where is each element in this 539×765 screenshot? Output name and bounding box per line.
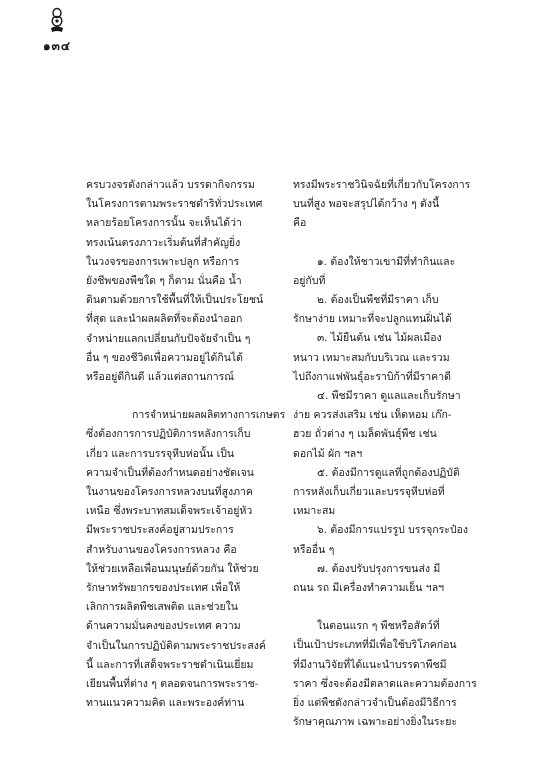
text-line: จำเป็นในการปฏิบัติตามพระราชประสงค์ [86, 639, 266, 652]
text-line: ให้ช่วยเหลือเพื่อนมนุษย์ด้วยกัน ให้ช่วย [86, 562, 259, 575]
list-item [293, 521, 468, 559]
left-column [86, 176, 286, 713]
text-line: อื่น ๆ ของชีวิตเพื่อความอยู่ได้กินได้ [86, 351, 243, 364]
text-line: เป็นเป้าประเภทที่มีเพื่อใช้บริโภคก่อน [293, 639, 457, 652]
text-line: จำหน่ายแลกเปลี่ยนกับปัจจัยจำเป็น ๆ [86, 332, 251, 345]
intro-paragraph [293, 176, 471, 234]
text-line: สำหรับงานของโครงการหลวง คือ [86, 543, 237, 556]
text-line: เยียนพื้นที่ต่าง ๆ ตลอดจนการพระราช- [86, 678, 259, 691]
text-line: อยู่กับที่ [293, 274, 326, 287]
text-line: ในงานของโครงการหลวงบนที่สูงภาค [86, 486, 253, 499]
text-line: รักษาง่าย เหมาะที่จะปลูกแทนฝิ่นได้ [293, 313, 452, 326]
list-item [293, 560, 465, 598]
text-line: ง่าย ควรส่งเสริม เช่น เห็ดหอม เก๊ก- [293, 409, 452, 422]
paragraph [86, 406, 286, 713]
text-line: บนที่สูง พอจะสรุปได้กว้าง ๆ ดังนี้ [293, 198, 440, 211]
text-line: หลายร้อยโครงการนั้น จะเห็นได้ว่า [86, 217, 242, 230]
text-line: ในโครงการตามพระราชดำริทั่วประเทศ [86, 198, 263, 211]
text-line: รักษาทรัพยากรของประเทศ เพื่อให้ [86, 582, 241, 595]
text-line: มีพระราชประสงค์อยู่สามประการ [86, 524, 234, 537]
text-line: หรืออื่น ๆ [293, 543, 335, 556]
text-line: ที่สุด และนำผลผลิตที่จะต้องนำออก [86, 313, 243, 326]
text-line: ๔. พืชมีราคา ดูแลและเก็บรักษา [317, 390, 461, 403]
text-line: ครบวงจรดังกล่าวแล้ว บรรดากิจกรรม [86, 179, 255, 191]
text-line: ฮวย ถั่วต่าง ๆ เมล็ดพันธุ์พืช เช่น [293, 428, 437, 441]
text-line: ด้านความมั่นคงของประเทศ ความ [86, 620, 241, 633]
text-line: ทรงมีพระราชวินิจฉัยที่เกี่ยวกับโครงการ [293, 179, 471, 191]
text-line: ๓. ไม้ยืนต้น เช่น ไม้ผลเมือง [317, 332, 442, 345]
text-line: ซึ่งต้องการการปฏิบัติการหลังการเก็บ [86, 428, 251, 441]
text-line: ทรงเน้นตรงภาวะเริ่มต้นที่สำคัญยิ่ง [86, 236, 241, 249]
text-line: ในวงจรของการเพาะปลูก หรือการ [86, 255, 240, 268]
text-line: ๕. ต้องมีการดูแลที่ถูกต้องปฏิบัติ [317, 466, 460, 479]
text-line: การจำหน่ายผลผลิตทางการเกษตร [132, 409, 286, 422]
text-line: ๑. ต้องให้ชาวเขามีที่ทำกินและ [317, 255, 456, 268]
text-line: ยังชีพของพืชใด ๆ ก็ตาม นั่นคือ น้ำ [86, 275, 242, 288]
numbered-list [293, 253, 468, 599]
text-line: ดินตามด้วยการใช้พื้นที่ให้เป็นประโยชน์ [86, 294, 264, 307]
text-line: ที่มีงานวิจัยที่ได้แนะนำบรรดาพืชมี [293, 658, 447, 671]
text-line: ดอกไม้ ผัก ฯลฯ [293, 447, 363, 460]
paragraph [86, 176, 264, 387]
text-line: เกี่ยว และการบรรจุหีบห่อนั้น เป็น [86, 447, 235, 460]
right-column [293, 176, 477, 732]
text-line: นี้ และการที่เสด็จพระราชดำเนินเยี่ยม [86, 658, 254, 671]
text-line: เลิกการผลิตพืชเสพติด และช่วยใน [86, 601, 238, 614]
emblem-icon [45, 8, 69, 34]
text-line: หรืออยู่ดีกินดี แล้วแต่สถานการณ์ [86, 371, 234, 384]
text-line: ๗. ต้องปรับปรุงการขนส่ง มี [317, 562, 441, 575]
text-line: ราคา ซึ่งจะต้องมีตลาดและความต้องการ [293, 677, 477, 690]
text-line: ความจำเป็นที่ต้องกำหนดอย่างชัดเจน [86, 466, 254, 479]
list-item [293, 329, 465, 387]
text-line: การหลังเก็บเกี่ยวและบรรจุหีบห่อที่ [293, 486, 445, 499]
text-line: หนาว เหมาะสมกับบริเวณ และรวม [293, 351, 450, 364]
list-item [293, 387, 465, 464]
text-line: ในตอนแรก ๆ พืชหรือสัตว์ที่ [317, 620, 440, 633]
text-line: รักษาคุณภาพ เฉพาะอย่างยิ่งในระยะ [293, 716, 457, 729]
text-line: ถนน รถ มีเครื่องทำความเย็น ฯลฯ [293, 582, 445, 595]
list-item [293, 291, 465, 329]
list-item [293, 464, 465, 522]
text-line: ไปถึงกาแฟพันธุ์อะราบิก้าที่มีราคาดี [293, 370, 451, 383]
text-line: ยิ่ง แต่พืชดังกล่าวจำเป็นต้องมีวิธีการ [293, 697, 457, 710]
closing-paragraph [293, 617, 477, 732]
page-number: ๑๓๔ [43, 39, 71, 53]
list-item [293, 253, 465, 291]
text-line: คือ [293, 217, 307, 230]
text-line: เหนือ ซึ่งพระบาทสมเด็จพระเจ้าอยู่หัว [86, 505, 253, 518]
text-line: ๒. ต้องเป็นพืชที่มีราคา เก็บ [317, 294, 439, 307]
text-line: ๖. ต้องมีการแปรรูป บรรจุกระป๋อง [317, 524, 468, 537]
text-line: เหมาะสม [293, 505, 336, 518]
text-line: ทานแนวความคิด และพระองค์ท่าน [86, 697, 245, 710]
